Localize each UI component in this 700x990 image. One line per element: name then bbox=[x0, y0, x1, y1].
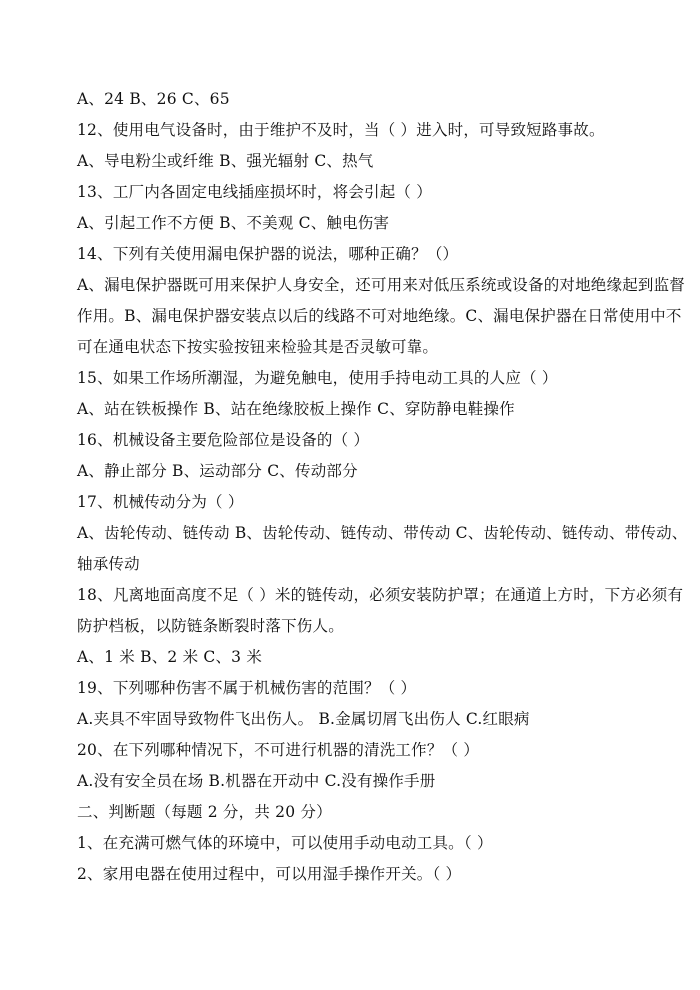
question-17: 17、机械传动分为（ ） bbox=[77, 493, 244, 511]
question-16: 16、机械设备主要危险部位是设备的（ ） bbox=[77, 431, 370, 449]
answer-options-14-line-3: 可在通电状态下按实验按钮来检验其是否灵敏可靠。 bbox=[77, 338, 439, 356]
answer-options-19: A.夹具不牢固导致物件飞出伤人。 B.金属切屑飞出伤人 C.红眼病 bbox=[77, 710, 530, 728]
answer-options-14-line-2: 作用。B、漏电保护器安装点以后的线路不可对地绝缘。C、漏电保护器在日常使用中不 bbox=[77, 307, 682, 325]
question-18-line-2: 防护档板，以防链条断裂时落下伤人。 bbox=[77, 617, 344, 635]
answer-options-12: A、导电粉尘或纤维 B、强光辐射 C、热气 bbox=[77, 152, 374, 170]
true-false-question-1: 1、在充满可燃气体的环境中，可以使用手动电动工具。（ ） bbox=[77, 834, 493, 852]
answer-options-17-line-2: 轴承传动 bbox=[77, 555, 140, 573]
question-14: 14、下列有关使用漏电保护器的说法，哪种正确？（） bbox=[77, 245, 459, 263]
answer-options-20: A.没有安全员在场 B.机器在开动中 C.没有操作手册 bbox=[77, 772, 436, 790]
answer-options-17-line-1: A、齿轮传动、链传动 B、齿轮传动、链传动、带传动 C、齿轮传动、链传动、带传动、 bbox=[77, 524, 688, 542]
question-12: 12、使用电气设备时，由于维护不及时，当（ ）进入时，可导致短路事故。 bbox=[77, 121, 605, 139]
question-19: 19、下列哪种伤害不属于机械伤害的范围？（ ） bbox=[77, 679, 417, 697]
true-false-question-2: 2、家用电器在使用过程中，可以用湿手操作开关。（ ） bbox=[77, 865, 462, 883]
answer-options-15: A、站在铁板操作 B、站在绝缘胶板上操作 C、穿防静电鞋操作 bbox=[77, 400, 515, 418]
question-15: 15、如果工作场所潮湿，为避免触电，使用手持电动工具的人应（ ） bbox=[77, 369, 558, 387]
question-20: 20、在下列哪种情况下，不可进行机器的清洗工作？（ ） bbox=[77, 741, 480, 759]
answer-options-14-line-1: A、漏电保护器既可用来保护人身安全，还可用来对低压系统或设备的对地绝缘起到监督 bbox=[77, 276, 685, 294]
question-18-line-1: 18、凡离地面高度不足（ ）米的链传动，必须安装防护罩；在通道上方时，下方必须有 bbox=[77, 586, 684, 604]
section-heading-true-false: 二、判断题（每题 2 分，共 20 分） bbox=[77, 803, 332, 821]
answer-options-16: A、静止部分 B、运动部分 C、传动部分 bbox=[77, 462, 358, 480]
answer-options-11: A、24 B、26 C、65 bbox=[77, 90, 230, 108]
document-page bbox=[77, 84, 688, 890]
answer-options-13: A、引起工作不方便 B、不美观 C、触电伤害 bbox=[77, 214, 390, 232]
question-13: 13、工厂内各固定电线插座损坏时，将会引起（ ） bbox=[77, 183, 432, 201]
answer-options-18: A、1 米 B、2 米 C、3 米 bbox=[77, 648, 263, 666]
